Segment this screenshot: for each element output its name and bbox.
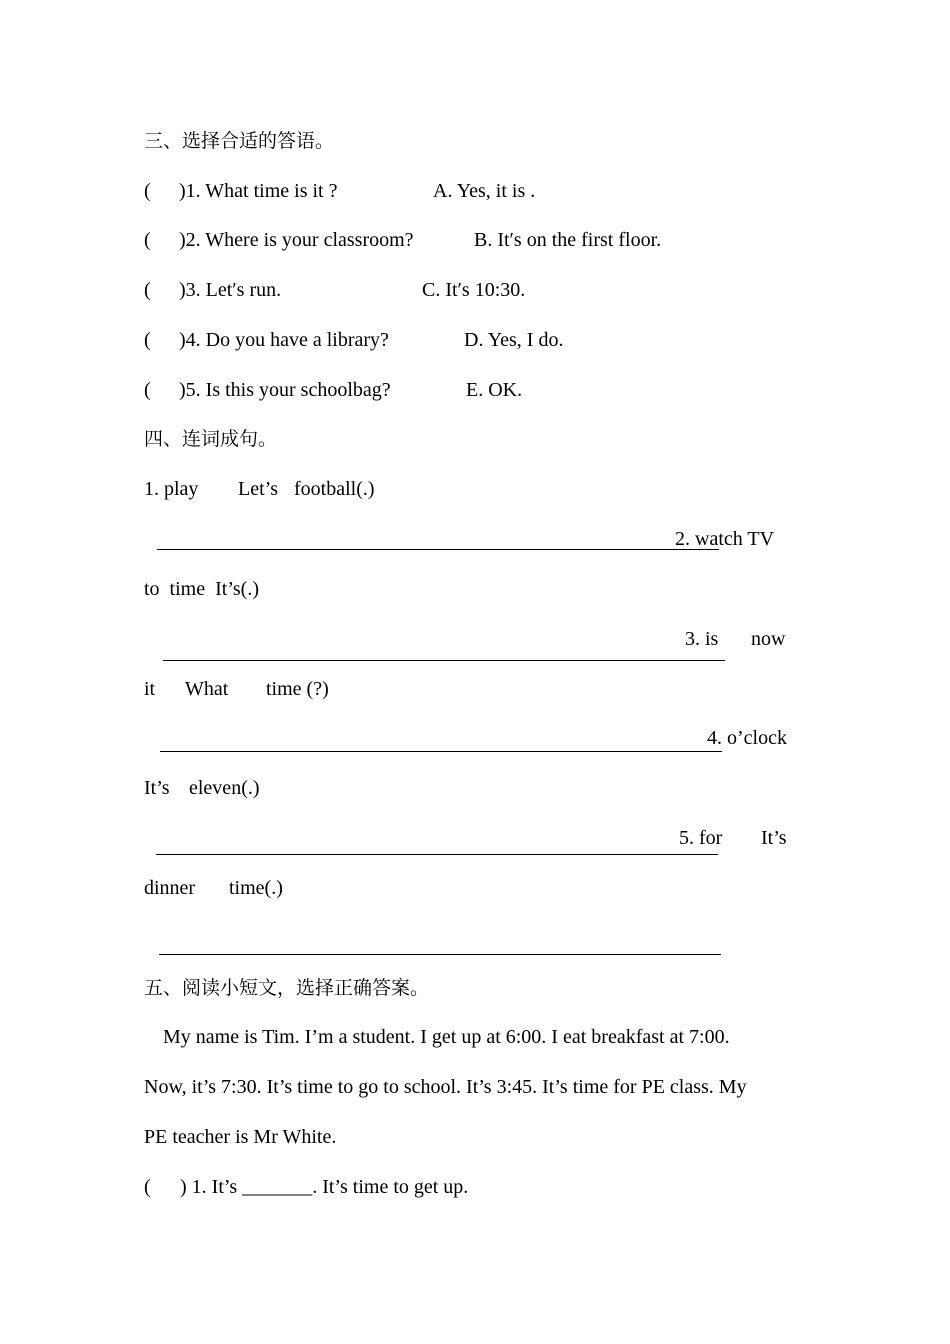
q3-2-question: )2. Where is your classroom? bbox=[179, 229, 414, 251]
answer-line-1 bbox=[157, 549, 719, 550]
q3-1-paren: ( bbox=[144, 180, 151, 202]
q4-5-word: dinner bbox=[144, 877, 196, 899]
q3-3-answer: C. It′s 10:30. bbox=[422, 279, 526, 301]
q3-2-paren: ( bbox=[144, 229, 151, 251]
q3-3-paren: ( bbox=[144, 279, 151, 301]
passage-line: Now, it’s 7:30. It’s time to go to school. It’s 3:45. It’s time for PE class. My bbox=[144, 1076, 747, 1098]
q4-1-num: 1. play bbox=[144, 478, 199, 500]
q4-5-word: time(.) bbox=[229, 877, 283, 899]
answer-line-3 bbox=[160, 751, 722, 752]
q4-1-word: Let’s bbox=[238, 478, 278, 500]
section-5-heading: 五、阅读小短文，选择正确答案。 bbox=[144, 977, 430, 999]
passage-line: PE teacher is Mr White. bbox=[144, 1126, 337, 1148]
q4-3-word: time (?) bbox=[266, 678, 329, 700]
q3-4-paren: ( bbox=[144, 329, 151, 351]
passage-line: My name is Tim. I’m a student. I get up at 6:00. I eat breakfast at 7:00. bbox=[163, 1026, 730, 1048]
answer-line-2 bbox=[163, 660, 725, 661]
q5-1-question: ) 1. It’s _______. It’s time to get up. bbox=[180, 1176, 469, 1198]
q3-5-paren: ( bbox=[144, 379, 151, 401]
q3-1-answer: A. Yes, it is . bbox=[433, 180, 536, 202]
q3-4-answer: D. Yes, I do. bbox=[464, 329, 564, 351]
q5-1-paren: ( bbox=[144, 1176, 151, 1198]
q4-5-num: 5. for bbox=[679, 827, 723, 849]
q4-4-word: eleven(.) bbox=[189, 777, 260, 799]
q3-3-question: )3. Let′s run. bbox=[179, 279, 282, 301]
q4-5-word: It’s bbox=[761, 827, 787, 849]
q4-4-num: 4. o’clock bbox=[707, 727, 787, 749]
q3-5-question: )5. Is this your schoolbag? bbox=[179, 379, 391, 401]
section-4-heading: 四、连词成句。 bbox=[144, 428, 278, 450]
q4-3-word: now bbox=[751, 628, 786, 650]
q3-4-question: )4. Do you have a library? bbox=[179, 329, 389, 351]
q4-1-word: football(.) bbox=[294, 478, 375, 500]
q3-1-question: )1. What time is it ? bbox=[179, 180, 338, 202]
q3-2-answer: B. It′s on the first floor. bbox=[474, 229, 662, 251]
q4-3-word: it bbox=[144, 678, 156, 700]
q4-4-word: It’s bbox=[144, 777, 170, 799]
q4-3-num: 3. is bbox=[685, 628, 719, 650]
answer-line-5 bbox=[159, 954, 721, 955]
answer-line-4 bbox=[156, 854, 718, 855]
q4-2-num: 2. watch TV bbox=[675, 528, 775, 550]
section-3-heading: 三、选择合适的答语。 bbox=[144, 130, 335, 152]
q3-5-answer: E. OK. bbox=[466, 379, 523, 401]
q4-2-words: to time It’s(.) bbox=[144, 578, 259, 600]
q4-3-word: What bbox=[185, 678, 229, 700]
